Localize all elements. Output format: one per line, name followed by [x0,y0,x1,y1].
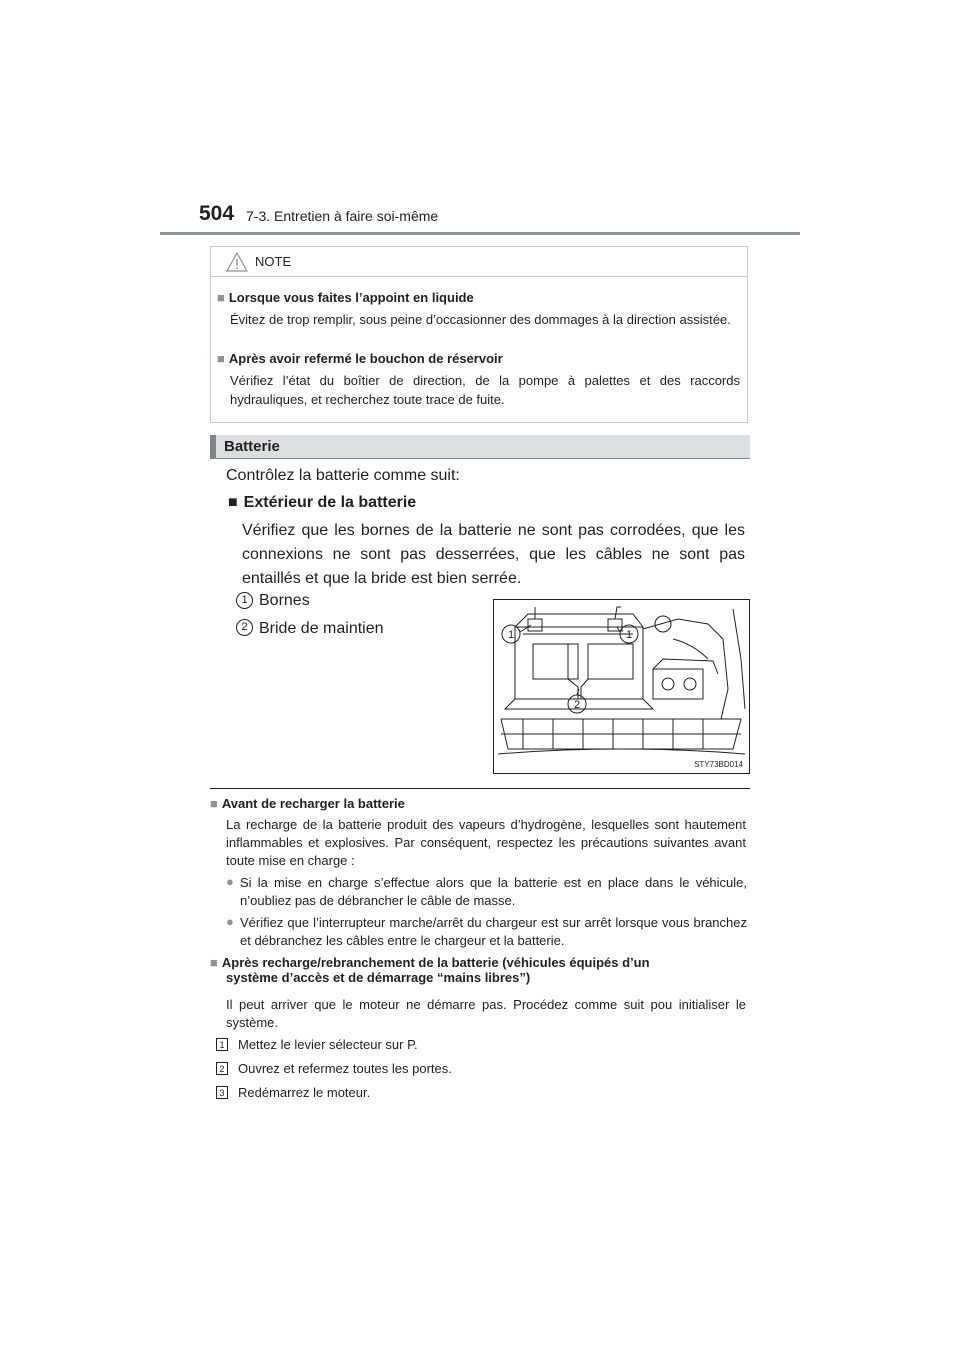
battery-intro: Contrôlez la batterie comme suit: [226,467,460,484]
step-number-1: 1 [216,1038,228,1051]
note-heading-2-text: Après avoir refermé le bouchon de réservoir [228,351,503,366]
after-heading [210,955,750,985]
battery-illustration [493,599,750,774]
exterior-body: Vérifiez que les bornes de la batterie ne sont pas corrodées, que les connexions ne sont pas desserrées, que les câbles ne sont pas entaillés et que la bride est bien serrée. [242,522,745,587]
svg-text:1: 1 [507,629,515,641]
after-heading-line2: système d’accès et de démarrage “mains libres”) [226,970,531,985]
circle-bullet-icon: ● [226,914,234,929]
recharge-body: La recharge de la batterie produit des vapeurs d’hydrogène, lesquelles sont hautement inflammables et explosives. Par conséquent, respectez les précautions suivantes avant toute mise en charge : [226,817,746,868]
header-rule [160,232,800,235]
exterior-heading [228,494,416,512]
square-bullet-icon: ■ [217,351,225,366]
recharge-bullet-2: Vérifiez que l’interrupteur marche/arrêt du chargeur est sur arrêt lorsque vous branchez et débranchez les câbles entre le chargeur et la batterie. [240,915,747,948]
note-heading-1-text: Lorsque vous faites l’appoint en liquide [228,290,474,305]
callout-number-1: 1 [236,592,253,609]
square-bullet-icon: ■ [228,494,238,511]
note-title: NOTE [255,254,292,269]
square-bullet-icon: ■ [210,955,218,970]
recharge-heading-text: Avant de recharger la batterie [221,796,405,811]
recharge-heading [210,796,405,811]
figure-code: STY73BD014 [694,760,743,769]
callout-label-1: Bornes [259,592,310,609]
circle-bullet-icon: ● [226,874,234,889]
square-bullet-icon: ■ [210,796,218,811]
square-bullet-icon: ■ [217,290,225,305]
note-heading-1 [217,290,474,305]
section-heading-underline [210,458,750,459]
note-body-2: Vérifiez l’état du boîtier de direction, de la pompe à palettes et des raccords hydrauliques, et recherchez toute trace de fuite. [230,373,740,407]
divider [210,788,750,789]
callout-label-2: Bride de maintien [259,620,384,637]
section-title: 7-3. Entretien à faire soi-même [246,208,439,224]
step-number-3: 3 [216,1086,228,1099]
after-heading-line1: Après recharge/rebranchement de la batterie (véhicules équipés d’un [221,955,650,970]
note-heading-2 [217,351,503,366]
section-heading-bar [210,435,750,459]
note-header [211,247,747,277]
svg-text:2: 2 [573,699,581,711]
section-heading: Batterie [224,438,280,455]
svg-text:1: 1 [625,629,633,641]
section-heading-accent [210,435,216,459]
step-2: Ouvrez et refermez toutes les portes. [238,1061,452,1076]
recharge-bullet-1: Si la mise en charge s’effectue alors que la batterie est en place dans le véhicule, n’oubliez pas de débrancher le câble de masse. [240,875,747,908]
warning-triangle-icon [226,252,248,272]
note-body-1: Évitez de trop remplir, sous peine d’occasionner des dommages à la direction assistée. [230,312,731,327]
page-number: 504 [199,202,235,225]
note-box [210,246,748,423]
step-3: Redémarrez le moteur. [238,1085,371,1100]
callout-number-2: 2 [236,619,253,636]
exterior-heading-text: Extérieur de la batterie [243,494,417,511]
step-1: Mettez le levier sélecteur sur P. [238,1037,418,1052]
after-body: Il peut arriver que le moteur ne démarre pas. Procédez comme suit pou initialiser le système. [226,997,746,1030]
step-number-2: 2 [216,1062,228,1075]
